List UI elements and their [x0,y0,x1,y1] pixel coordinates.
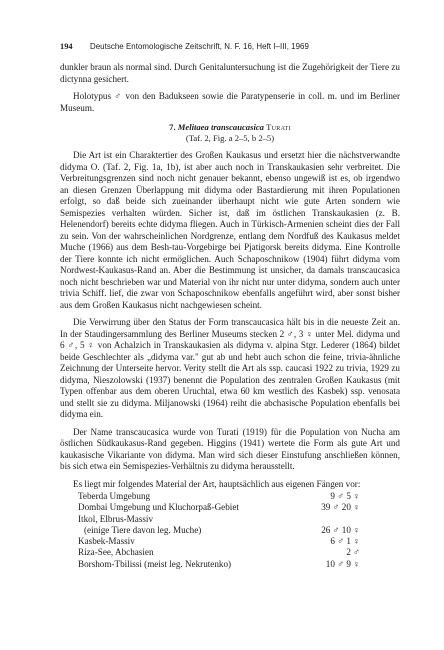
table-row [78,514,360,525]
table-row [78,502,360,513]
paragraph-holotype: Holotypus ♂ von den Badukseen sowie die Paratypenserie in coll. m. und im Berliner Museum. [60,91,400,113]
material-table [78,491,360,570]
paragraph-distribution: Die Art ist ein Charaktertier des Großen Kaukasus und ersetzt hier die nächstverwandte didyma O. (Taf. 2, Fig. 1a, 1b), ist aber auch noch in Transkaukasien sehr verbreitet. Die Verbreitungsgrenzen sind noch nicht genauer bekannt, ebenso ungewiß ist es, ob irgendwo an diesen Grenzen Überlappung mit didyma oder Bastardierung mit ihren Populationen erfolgt, so daß beide sich zueinander überhaupt nicht wie gute Arten sondern wie Semispezies verhalten würden. Sicher ist, daß im östlichen Transkaukasien (z. B. Helenendorf) bereits echte didyma fliegen. Auch in Türkisch-Armenien scheint dies der Fall zu sein. Von der wahrscheinlichen Nordgrenze, entlang dem Nordfuß des Kaukasus meldet Muche (1966) aus dem Besh-tau-Vorgebirge bei Pjatigorsk bereits didyma. Eine Kontrolle der Tiere konnte ich nicht ermöglichen. Auch Schaposchnikow (1904) führt didyma vom Nordwest-Kaukasus-Rand an. Aber die Bestimmung ist unsicher, da damals transcaucasica noch nicht beschrieben war und Material von ihr nicht nur unter didyma, sondern auch unter trivia Schiff. lief, die zwar von Schaposchnikow ebenfalls angeführt wird, aber sonst bisher aus dem Großen Kaukasus nicht nachgewiesen scheint. [60,150,400,310]
material-locality: Riza-See, Abchasien [78,547,154,558]
material-count: 26 ♂ 10 ♀ [321,524,360,535]
table-row [78,547,360,558]
section-title [60,122,400,133]
species-author: Turati [266,122,291,132]
material-count: 9 ♂ 5 ♀ [330,491,360,501]
material-count [300,514,360,525]
material-locality: Teberda Umgebung [78,491,151,501]
material-locality: Borshom-Tbilissi (meist leg. Nekrutenko) [78,558,232,569]
material-locality: Itkol, Elbrus-Massiv [78,513,154,524]
table-row [78,536,360,547]
material-locality: Dombai Umgebung und Kluchorpaß-Gebiet [78,502,239,513]
material-locality: (einige Tiere davon leg. Muche) [84,524,202,535]
table-row [78,525,360,536]
table-row [78,491,360,502]
paragraph-status: Die Verwirrung über den Status der Form transcaucasica hält bis in die neueste Zeit an. In der Staudingersammlung des Berliner Museums stecken 2 ♂, 3 ♀ unter Mel. didyma und 6 ♂, 5 ♀ von Achalzich in Transkaukasien als didyma v. alpina Stgr. Lederer (1864) bildet beide Geschlechter als „didyma var." gut ab und hebt auch schon die feine, trivia-ähnliche Zeichnung der Unterseite hervor. Verity stellt die Art als ssp. caucasi 1922 zu trivia, 1929 zu didyma, Nieszolowski (1937) benennt die Population des zentralen Großen Kaukasus (mit Typen offenbar aus dem oberen Uruchtal, etwa 60 km westlich des Kasbek) ssp. venosata und stellt sie zu didyma. Miljanowski (1964) reiht die abchasische Population ebenfalls bei didyma ein. [60,317,400,419]
figure-reference: (Taf. 2, Fig. a 2–5, b 2–5) [185,133,275,143]
material-count: 39 ♂ 20 ♀ [321,502,360,513]
material-count: 6 ♂ 1 ♀ [330,536,360,547]
page-number: 194 [60,42,73,51]
material-locality: Kasbek-Massiv [78,536,135,547]
running-header [60,42,400,52]
paragraph-naming: Der Name transcaucasica wurde von Turati (1919) für die Population von Nucha am östlichen Südkaukasus-Rand gegeben. Higgins (1941) wertete die Form als gute Art und kaukasische Vikariante von didyma. Man wird sich dieser Einstufung anschließen können, bis sich etwa ein Semispezies-Verhältnis zu didyma herausstellt. [60,426,400,471]
section-number: 7. [169,122,176,132]
paragraph-continued: dunkler braun als normal sind. Durch Genitaluntersuchung ist die Zugehörigkeit der Tiere zu dictynna gesichert. [60,62,400,84]
material-intro: Es liegt mir folgendes Material der Art, hauptsächlich aus eigenen Fängen vor: [73,478,361,489]
table-row [78,559,360,570]
material-count: 2 ♂ [346,547,360,558]
species-name: Melitaea transcaucasica [177,122,264,132]
journal-citation: Deutsche Entomologische Zeitschrift, N. F. 16, Heft I–III, 1969 [90,42,309,51]
material-count: 10 ♂ 9 ♀ [325,558,360,569]
